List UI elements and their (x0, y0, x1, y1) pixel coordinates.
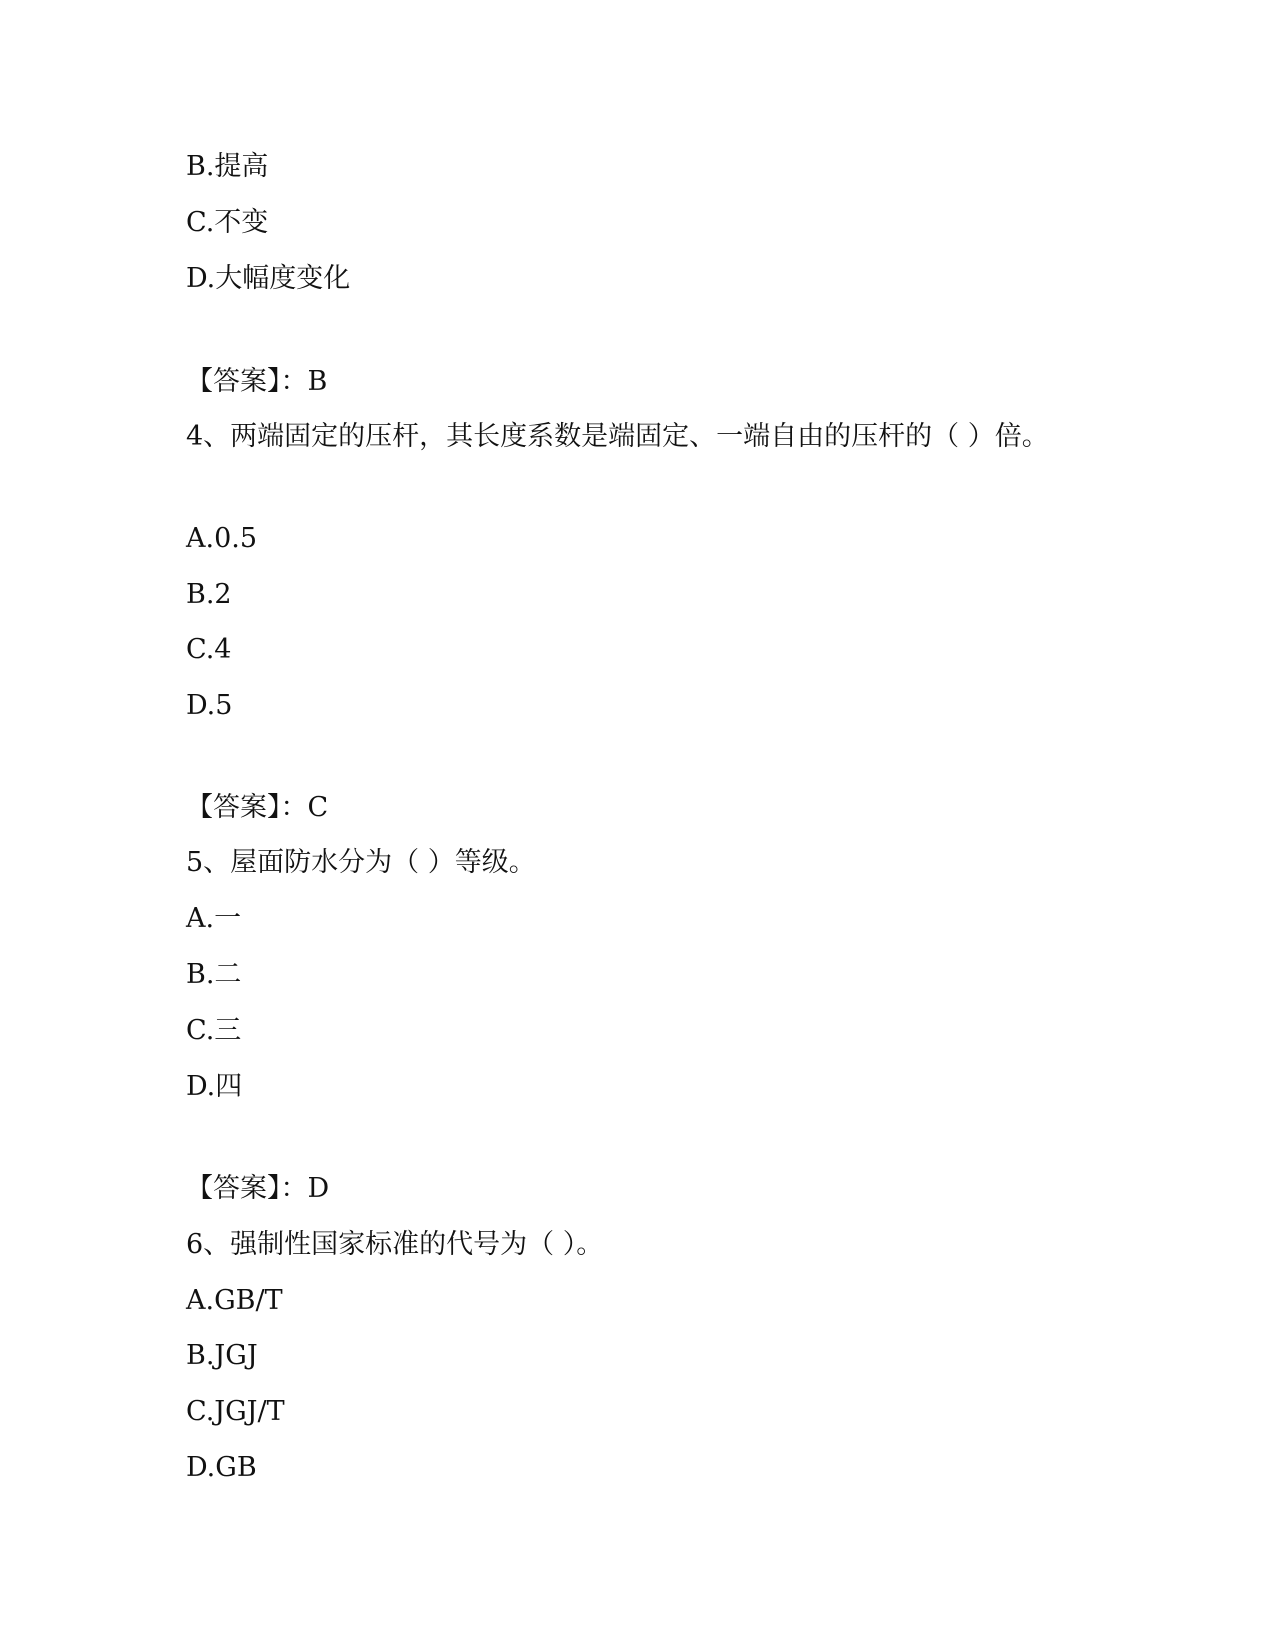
option-c: C.JGJ/T (186, 1396, 285, 1427)
option-d: D.四 (186, 1071, 243, 1102)
option-b: B.2 (186, 579, 232, 610)
option-d: D.5 (186, 690, 233, 721)
answer-label: 【答案】：C (186, 792, 329, 823)
option-c: C.三 (186, 1015, 242, 1046)
option-d: D.GB (186, 1452, 257, 1483)
option-b: B.JGJ (186, 1340, 258, 1371)
answer-label: 【答案】：B (186, 366, 328, 397)
option-b: B.提高 (186, 151, 269, 182)
option-a: A.GB/T (186, 1285, 283, 1316)
question-stem: 4、两端固定的压杆，其长度系数是端固定、一端自由的压杆的（ ）倍。 (186, 421, 1049, 452)
option-b: B.二 (186, 959, 242, 990)
question-stem: 5、屋面防水分为（ ）等级。 (186, 847, 536, 878)
option-d: D.大幅度变化 (186, 263, 351, 294)
option-a: A.一 (186, 903, 242, 934)
option-a: A.0.5 (186, 523, 258, 554)
question-stem: 6、强制性国家标准的代号为（ ）。 (186, 1229, 604, 1260)
answer-label: 【答案】：D (186, 1173, 330, 1204)
option-c: C.不变 (186, 207, 269, 238)
option-c: C.4 (186, 634, 232, 665)
